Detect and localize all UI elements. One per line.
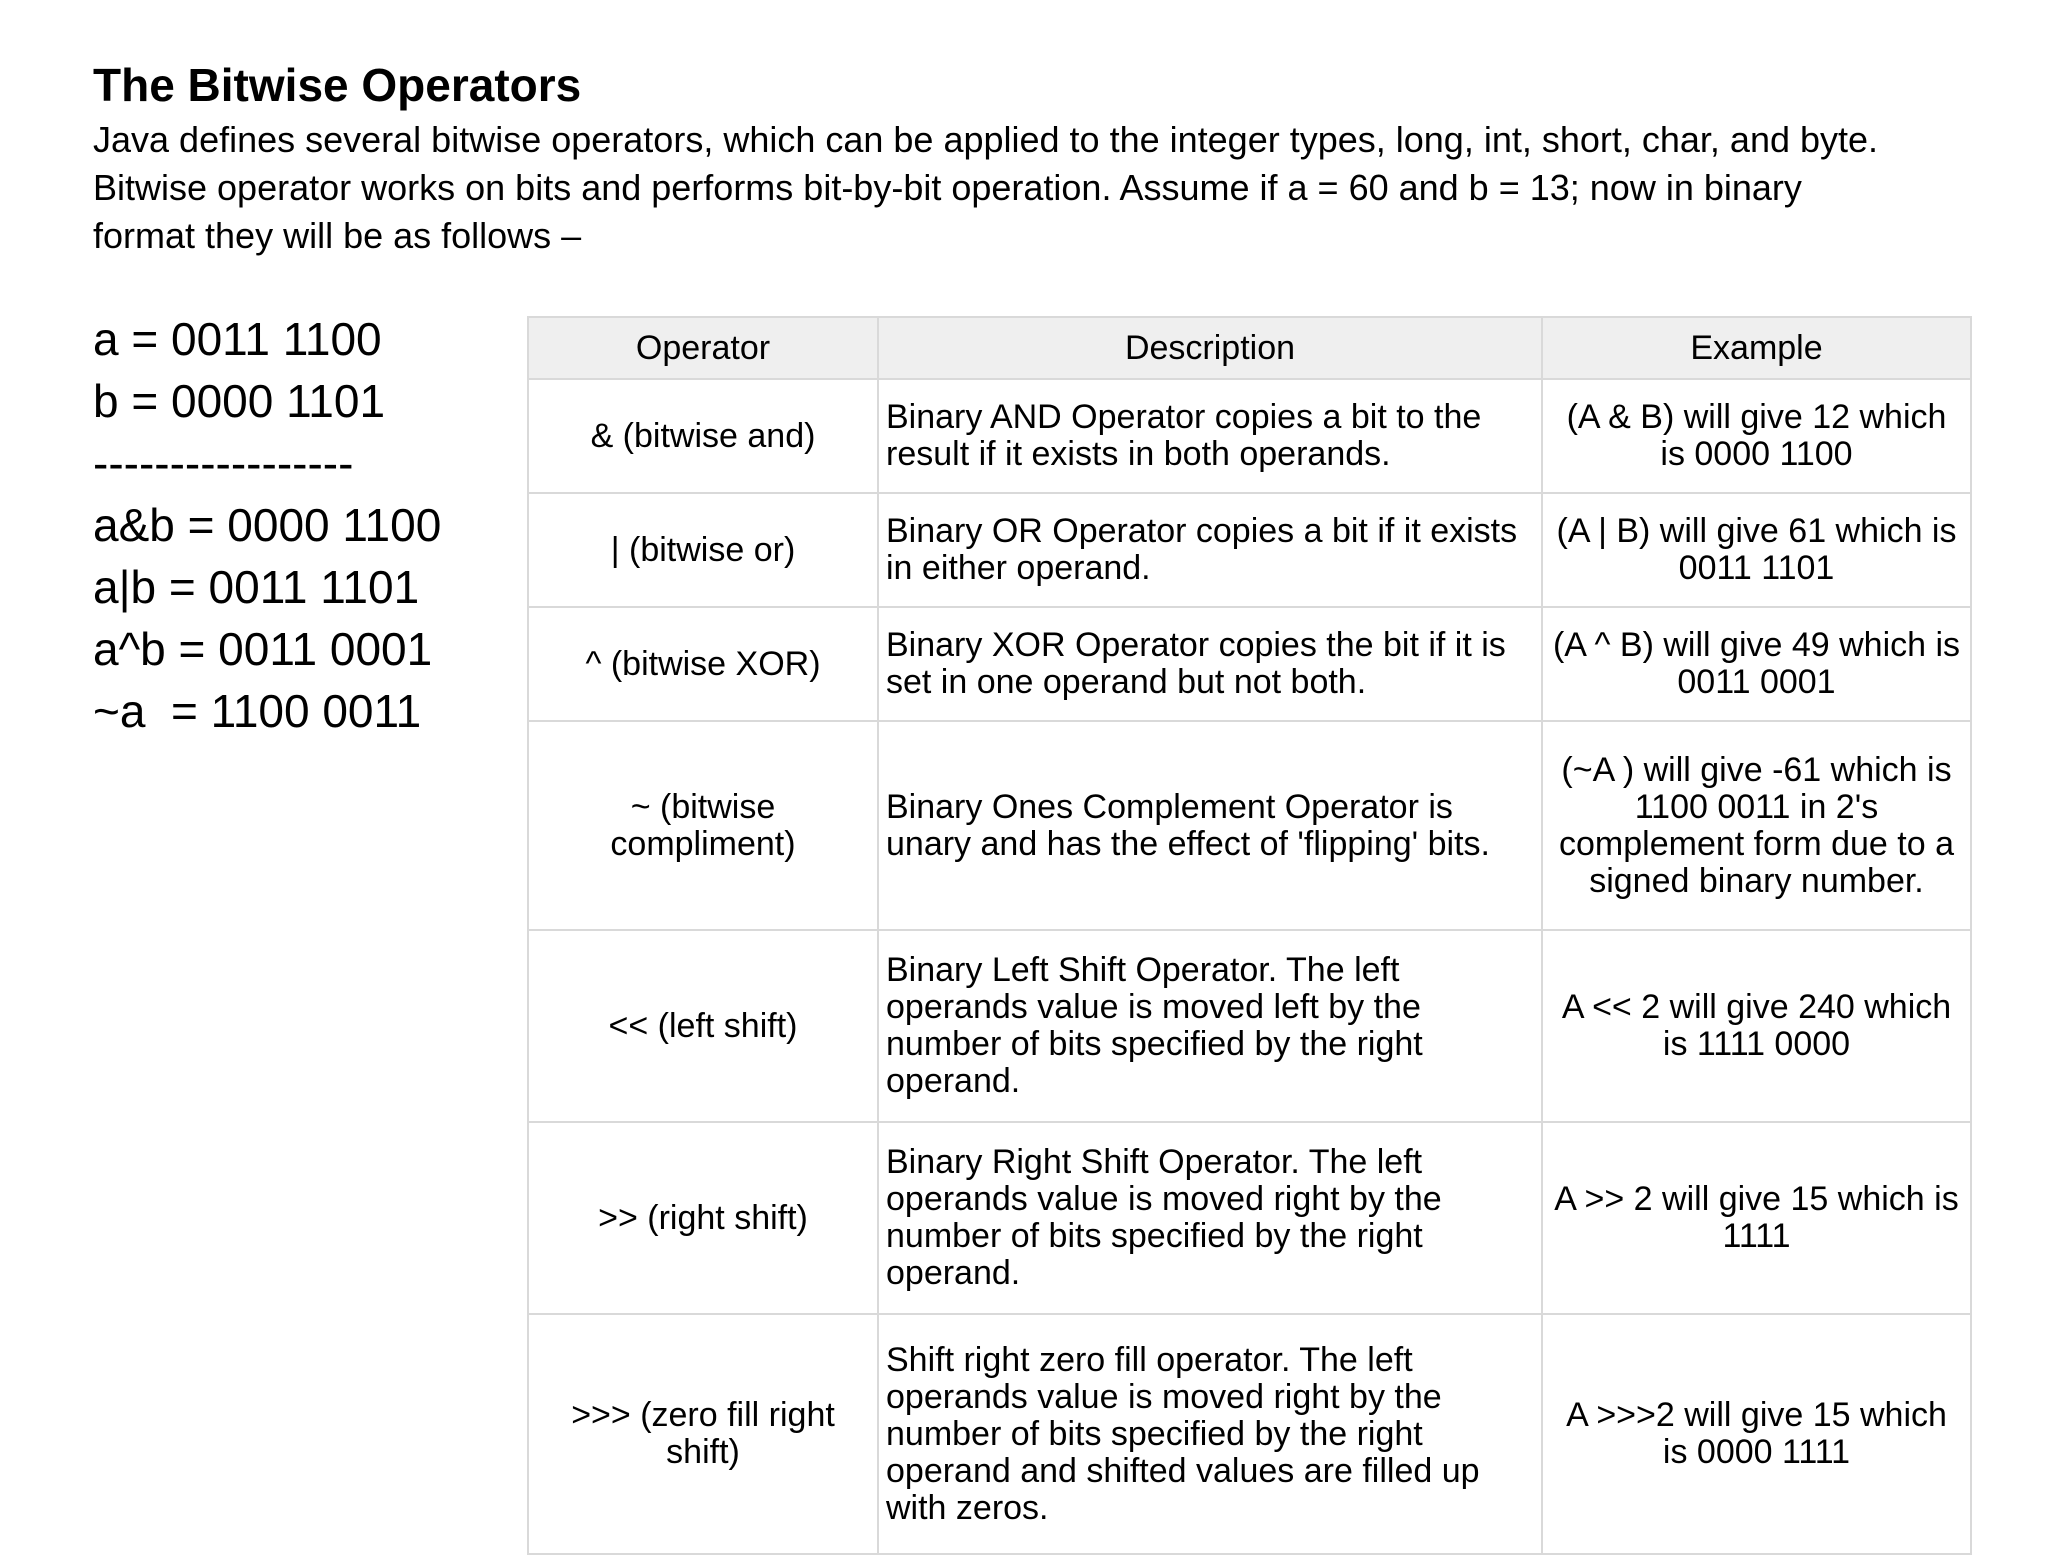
example-cell: (A | B) will give 61 which is 0011 1101 xyxy=(1542,493,1971,607)
binary-line-and: a&b = 0000 1100 xyxy=(93,499,442,551)
intro-paragraph-1: Java defines several bitwise operators, which can be applied to the integer types, long, int, short, char, and byte. xyxy=(93,119,1879,160)
header-operator: Operator xyxy=(528,317,878,379)
description-cell: Binary OR Operator copies a bit if it exists in either operand. xyxy=(878,493,1542,607)
description-cell: Binary AND Operator copies a bit to the result if it exists in both operands. xyxy=(878,379,1542,493)
header-example: Example xyxy=(1542,317,1971,379)
operator-cell: << (left shift) xyxy=(528,930,878,1122)
description-cell: Shift right zero fill operator. The left operands value is moved right by the number of bits specified by the right operand and shifted values are filled up with zeros. xyxy=(878,1314,1542,1554)
example-cell: A >> 2 will give 15 which is 1111 xyxy=(1542,1122,1971,1314)
description-cell: Binary Ones Complement Operator is unary and has the effect of 'flipping' bits. xyxy=(878,721,1542,930)
table-row xyxy=(528,493,1971,607)
binary-values-list xyxy=(93,308,441,742)
intro-paragraph-2: Bitwise operator works on bits and performs bit-by-bit operation. Assume if a = 60 and b = 13; now in binary format they will be as follows – xyxy=(93,167,1802,256)
example-cell: (~A ) will give -61 which is 1100 0011 in 2's complement form due to a signed binary number. xyxy=(1542,721,1971,930)
intro-text xyxy=(93,116,1893,260)
description-cell: Binary Right Shift Operator. The left operands value is moved right by the number of bits specified by the right operand. xyxy=(878,1122,1542,1314)
table-row xyxy=(528,721,1971,930)
table-row xyxy=(528,1122,1971,1314)
example-cell: (A ^ B) will give 49 which is 0011 0001 xyxy=(1542,607,1971,721)
example-cell: (A & B) will give 12 which is 0000 1100 xyxy=(1542,379,1971,493)
table-header-row xyxy=(528,317,1971,379)
description-cell: Binary XOR Operator copies the bit if it is set in one operand but not both. xyxy=(878,607,1542,721)
operators-table xyxy=(527,316,1972,1555)
binary-line-xor: a^b = 0011 0001 xyxy=(93,623,433,675)
binary-line-or: a|b = 0011 1101 xyxy=(93,561,420,613)
binary-line-not: ~a = 1100 0011 xyxy=(93,685,422,737)
binary-line-a: a = 0011 1100 xyxy=(93,313,382,365)
page-title: The Bitwise Operators xyxy=(93,59,582,111)
example-cell: A << 2 will give 240 which is 1111 0000 xyxy=(1542,930,1971,1122)
operator-cell: >>> (zero fill right shift) xyxy=(528,1314,878,1554)
binary-separator: ----------------- xyxy=(93,437,354,489)
operator-cell: ~ (bitwise compliment) xyxy=(528,721,878,930)
operator-cell: & (bitwise and) xyxy=(528,379,878,493)
description-cell: Binary Left Shift Operator. The left operands value is moved left by the number of bits specified by the right operand. xyxy=(878,930,1542,1122)
operator-cell: | (bitwise or) xyxy=(528,493,878,607)
table-row xyxy=(528,379,1971,493)
table-row xyxy=(528,930,1971,1122)
example-cell: A >>>2 will give 15 which is 0000 1111 xyxy=(1542,1314,1971,1554)
table-row xyxy=(528,607,1971,721)
binary-line-b: b = 0000 1101 xyxy=(93,375,386,427)
operator-cell: >> (right shift) xyxy=(528,1122,878,1314)
header-description: Description xyxy=(878,317,1542,379)
operator-cell: ^ (bitwise XOR) xyxy=(528,607,878,721)
table-row xyxy=(528,1314,1971,1554)
